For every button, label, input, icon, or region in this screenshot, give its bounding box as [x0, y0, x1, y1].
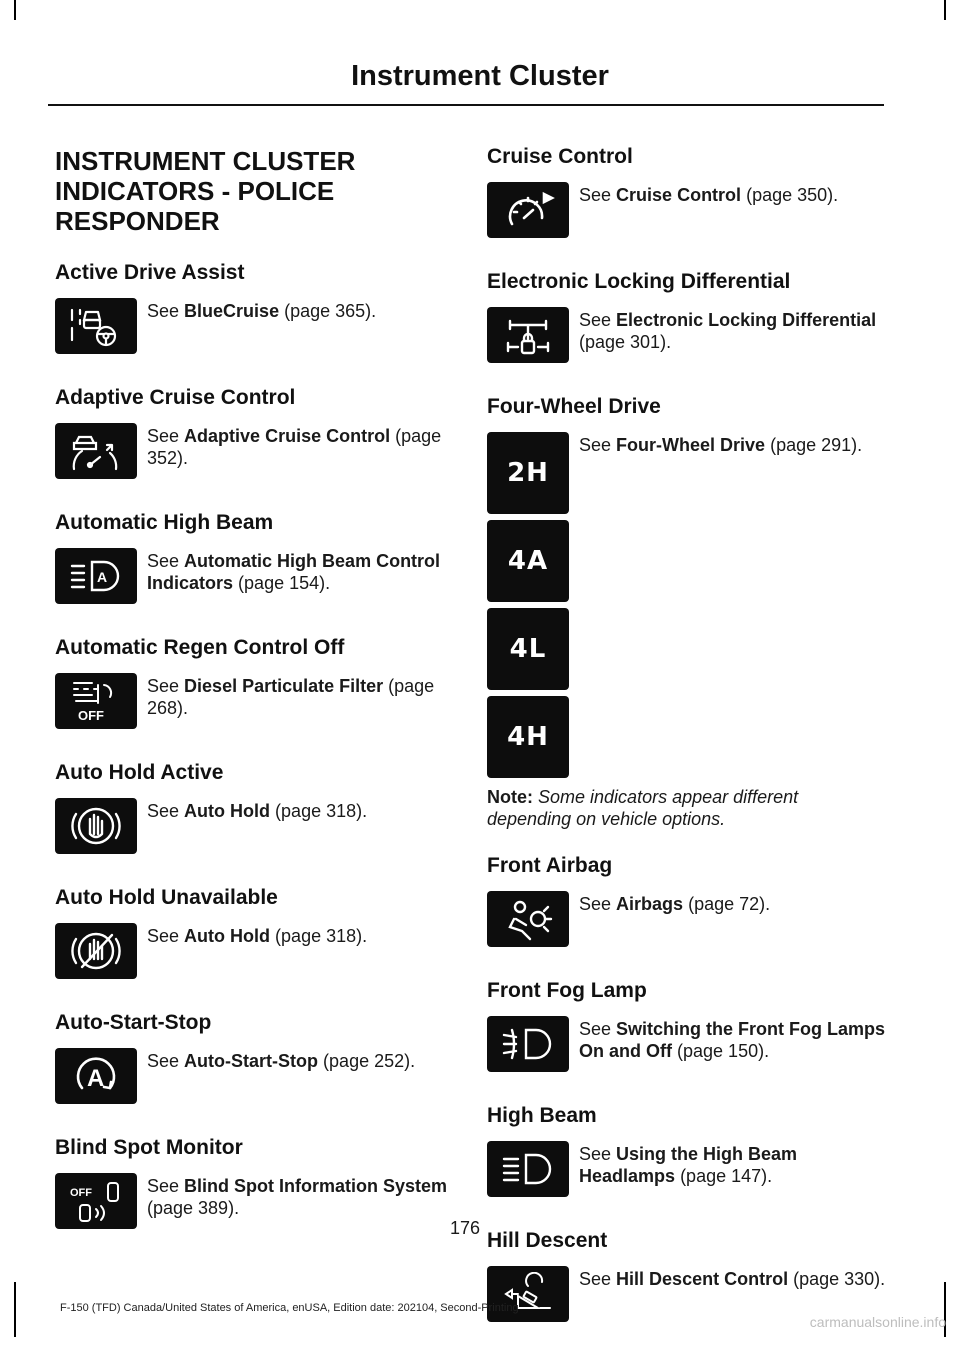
section-title: Electronic Locking Differential [487, 270, 791, 293]
entry [487, 307, 887, 363]
reference-link[interactable]: Four-Wheel Drive [616, 435, 766, 455]
section-title: High Beam [487, 1104, 597, 1127]
section-front-airbag [487, 853, 887, 947]
reference-link[interactable]: Adaptive Cruise Control [184, 426, 391, 446]
four-wheel-drive-icon-stack [487, 432, 579, 778]
reference-text: See Using the High Beam Headlamps (page 147). [579, 1144, 798, 1186]
reference-text: See Cruise Control (page 350). [579, 185, 839, 205]
section-adaptive-cruise-control [55, 385, 455, 479]
section-hill-descent [487, 1228, 887, 1322]
reference-text: See Four-Wheel Drive (page 291). [579, 435, 863, 455]
reference-link[interactable]: Cruise Control [616, 185, 742, 205]
section-blind-spot-monitor [55, 1135, 455, 1229]
high-beam-icon [487, 1141, 569, 1197]
reference-link[interactable]: Using the High Beam Headlamps [579, 1144, 798, 1186]
four-wheel-drive-4a-icon: 4A [487, 520, 569, 602]
entry [55, 798, 455, 854]
section-title: Blind Spot Monitor [55, 1136, 243, 1159]
entry [487, 891, 887, 947]
auto-start-stop-icon [55, 1048, 137, 1104]
auto-hold-unavailable-icon [55, 923, 137, 979]
entry [55, 423, 455, 479]
section-title: Automatic High Beam [55, 511, 274, 534]
section-four-wheel-drive [487, 394, 887, 778]
watermark: carmanualsonline.info [809, 1314, 946, 1330]
section-title: Auto Hold Active [55, 761, 224, 784]
reference-text: See Automatic High Beam Control Indicators (page 154). [147, 551, 441, 593]
entry [487, 1141, 887, 1197]
section-title: Four-Wheel Drive [487, 395, 661, 418]
section-automatic-high-beam [55, 510, 455, 604]
four-wheel-drive-4h-icon: 4H [487, 696, 569, 778]
note: Note: Some indicators appear different depending on vehicle options. [487, 787, 799, 829]
left-column [55, 146, 455, 1260]
reference-link[interactable]: Blind Spot Information System [184, 1176, 448, 1196]
four-wheel-drive-4l-icon: 4L [487, 608, 569, 690]
entry [55, 548, 455, 604]
section-auto-start-stop [55, 1010, 455, 1104]
header-rule [48, 104, 884, 106]
entry [55, 1048, 455, 1104]
section-auto-hold-active [55, 760, 455, 854]
reference-text: See Auto Hold (page 318). [147, 801, 368, 821]
section-title: Cruise Control [487, 145, 633, 168]
reference-link[interactable]: Switching the Front Fog Lamps On and Off [579, 1019, 886, 1061]
section-title: Adaptive Cruise Control [55, 386, 296, 409]
section-auto-hold-unavailable [55, 885, 455, 979]
reference-link[interactable]: Auto-Start-Stop [184, 1051, 319, 1071]
regen-off-icon [55, 673, 137, 729]
reference-link[interactable]: BlueCruise [184, 301, 280, 321]
reference-link[interactable]: Hill Descent Control [616, 1269, 789, 1289]
reference-text: See Electronic Locking Differential (page 301). [579, 310, 877, 352]
blind-spot-icon-text: OFF [70, 1187, 92, 1199]
four-wheel-drive-2h-icon: 2H [487, 432, 569, 514]
section-title: Hill Descent [487, 1229, 608, 1252]
reference-text: See Switching the Front Fog Lamps On and Off (page 150). [579, 1019, 886, 1061]
reference-text: See Blind Spot Information System (page 389). [147, 1176, 448, 1218]
crop-mark-top-right [944, 0, 946, 20]
section-automatic-regen-control-off [55, 635, 455, 729]
svg-text:A: A [97, 569, 108, 585]
section-title: Active Drive Assist [55, 261, 245, 284]
reference-text: See Auto-Start-Stop (page 252). [147, 1051, 416, 1071]
reference-link[interactable]: Auto Hold [184, 801, 271, 821]
running-header: Instrument Cluster [351, 60, 609, 92]
section-title: Auto Hold Unavailable [55, 886, 278, 909]
footer-edition: F-150 (TFD) Canada/United States of America, enUSA, Edition date: 202104, Second-Printing [60, 1302, 519, 1314]
section-title: Front Airbag [487, 854, 613, 877]
entry [55, 923, 455, 979]
auto-start-stop-icon-text: A [87, 1065, 105, 1092]
reference-text: See Adaptive Cruise Control (page 352). [147, 426, 442, 468]
reference-link[interactable]: Automatic High Beam Control Indicators [147, 551, 441, 593]
reference-link[interactable]: Airbags [616, 894, 684, 914]
reference-text: See Diesel Particulate Filter (page 268). [147, 676, 435, 718]
page-number: 176 [449, 1218, 481, 1238]
main-title: INSTRUMENT CLUSTER INDICATORS - POLICE RESPONDER [55, 146, 356, 236]
fog-lamp-icon [487, 1016, 569, 1072]
active-drive-assist-icon [55, 298, 137, 354]
entry [487, 1016, 887, 1072]
section-title: Auto-Start-Stop [55, 1011, 212, 1034]
reference-text: See BlueCruise (page 365). [147, 301, 377, 321]
reference-link[interactable]: Auto Hold [184, 926, 271, 946]
section-front-fog-lamp [487, 978, 887, 1072]
section-title: Automatic Regen Control Off [55, 636, 345, 659]
right-column [487, 144, 887, 1353]
entry [487, 432, 887, 778]
section-cruise-control [487, 144, 887, 238]
adaptive-cruise-control-icon [55, 423, 137, 479]
entry [55, 673, 455, 729]
crop-mark-top-left [14, 0, 16, 20]
reference-text: See Auto Hold (page 318). [147, 926, 368, 946]
locking-differential-icon [487, 307, 569, 363]
section-title: Front Fog Lamp [487, 979, 647, 1002]
section-electronic-locking-differential [487, 269, 887, 363]
reference-text: See Airbags (page 72). [579, 894, 771, 914]
automatic-high-beam-icon [55, 548, 137, 604]
section-active-drive-assist [55, 260, 455, 354]
cruise-control-icon [487, 182, 569, 238]
regen-off-icon-text: OFF [78, 708, 104, 723]
reference-link[interactable]: Diesel Particulate Filter [184, 676, 384, 696]
entry [487, 182, 887, 238]
reference-text: See Hill Descent Control (page 330). [579, 1269, 886, 1289]
crop-mark-bottom-left [14, 1282, 16, 1337]
entry [55, 298, 455, 354]
auto-hold-icon [55, 798, 137, 854]
reference-link[interactable]: Electronic Locking Differential [616, 310, 877, 330]
section-high-beam [487, 1103, 887, 1197]
airbag-icon [487, 891, 569, 947]
